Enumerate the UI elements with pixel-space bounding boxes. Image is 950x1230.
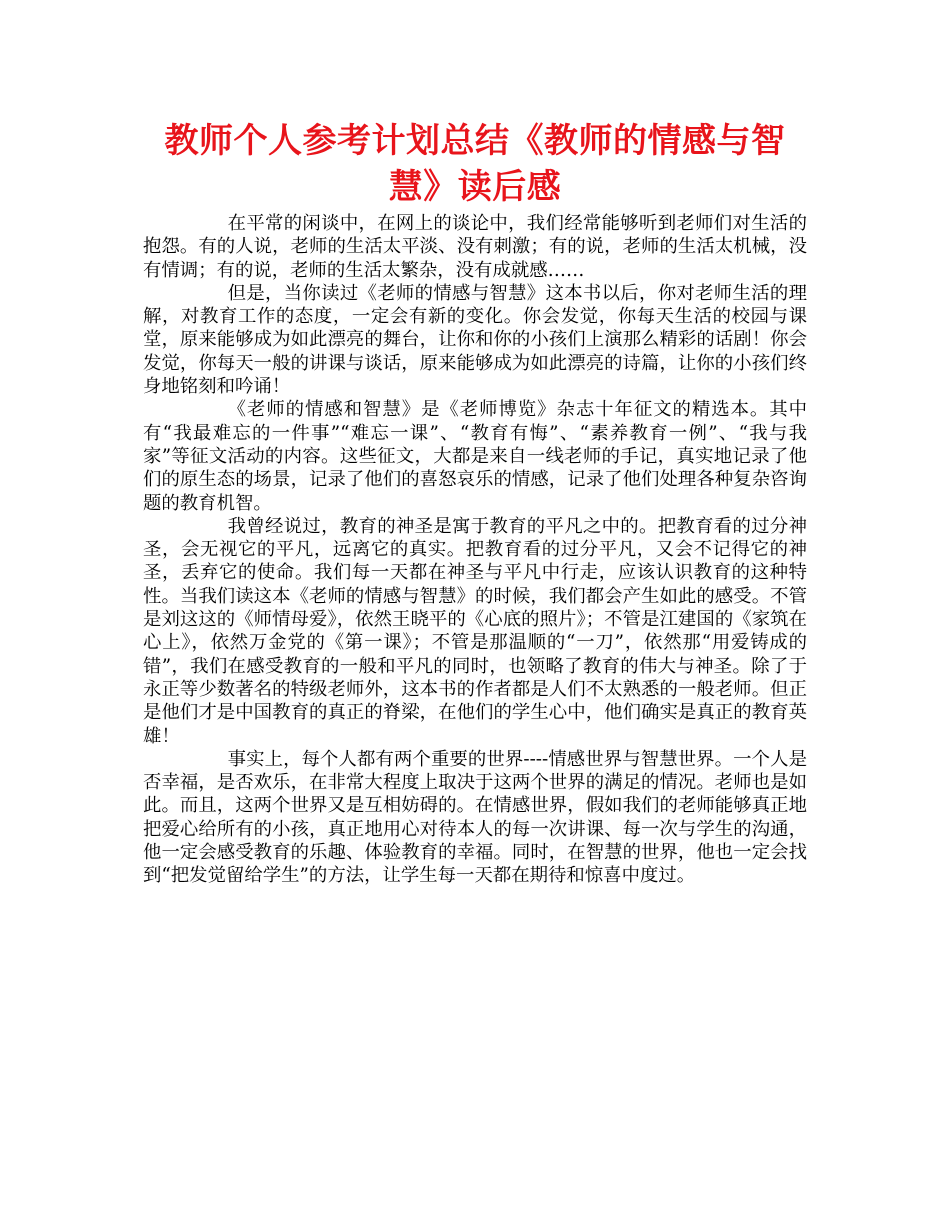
paragraph-5: 事实上，每个人都有两个重要的世界----情感世界与智慧世界。一个人是否幸福，是否欢乐，在非常大程度上取决于这两个世界的满足的情况。老师也是如此。而且，这两个世界又是互相妨碍的。在情感世界，假如我们的老师能够真正地把爱心给所有的小孩，真正地用心对待本人的每一次讲课、每一次与学生的沟通，他一定会感受教育的乐趣、体验教育的幸福。同时，在智慧的世界，他也一定会找到“把发觉留给学生”的方法，让学生每一天都在期待和惊喜中度过。 (143, 748, 807, 887)
paragraph-3: 《老师的情感和智慧》是《老师博览》杂志十年征文的精选本。其中有“我最难忘的一件事”“难忘一课”、“教育有悔”、“素养教育一例”、“我与我家”等征文活动的内容。这些征文，大都是来自一线老师的手记，真实地记录了他们的原生态的场景，记录了他们的喜怒哀乐的情感，记录了他们处理各种复杂咨询题的教育机智。 (143, 399, 807, 514)
paragraph-2: 但是，当你读过《老师的情感与智慧》这本书以后，你对老师生活的理解，对教育工作的态度，一定会有新的变化。你会发觉，你每天生活的校园与课堂，原来能够成为如此漂亮的舞台，让你和你的小孩们上演那么精彩的话剧！你会发觉，你每天一般的讲课与谈话，原来能够成为如此漂亮的诗篇，让你的小孩们终身地铭刻和吟诵！ (143, 282, 807, 398)
document-body (143, 212, 807, 888)
document-page (143, 118, 807, 888)
document-title: 教师个人参考计划总结《教师的情感与智慧》读后感 (164, 121, 786, 207)
paragraph-1: 在平常的闲谈中，在网上的谈论中，我们经常能够听到老师们对生活的抱怨。有的人说，老师的生活太平淡、没有刺激；有的说，老师的生活太机械，没有情调；有的说，老师的生活太繁杂，没有成就感…… (143, 213, 807, 281)
paragraph-4: 我曾经说过，教育的神圣是寓于教育的平凡之中的。把教育看的过分神圣，会无视它的平凡，远离它的真实。把教育看的过分平凡，又会不记得它的神圣，丢弃它的使命。我们每一天都在神圣与平凡中行走，应该认识教育的这种特性。当我们读这本《老师的情感与智慧》的时候，我们都会产生如此的感受。不管是刘这这的《师情母爱》，依然王晓平的《心底的照片》；不管是江建国的《家筑在心上》，依然万金党的《第一课》；不管是那温顺的“一刀”，依然那“用爱铸成的错”，我们在感受教育的一般和平凡的同时，也领略了教育的伟大与神圣。除了于永正等少数著名的特级老师外，这本书的作者都是人们不太熟悉的一般老师。但正是他们才是中国教育的真正的脊梁，在他们的学生心中，他们确实是真正的教育英雄！ (143, 515, 807, 747)
